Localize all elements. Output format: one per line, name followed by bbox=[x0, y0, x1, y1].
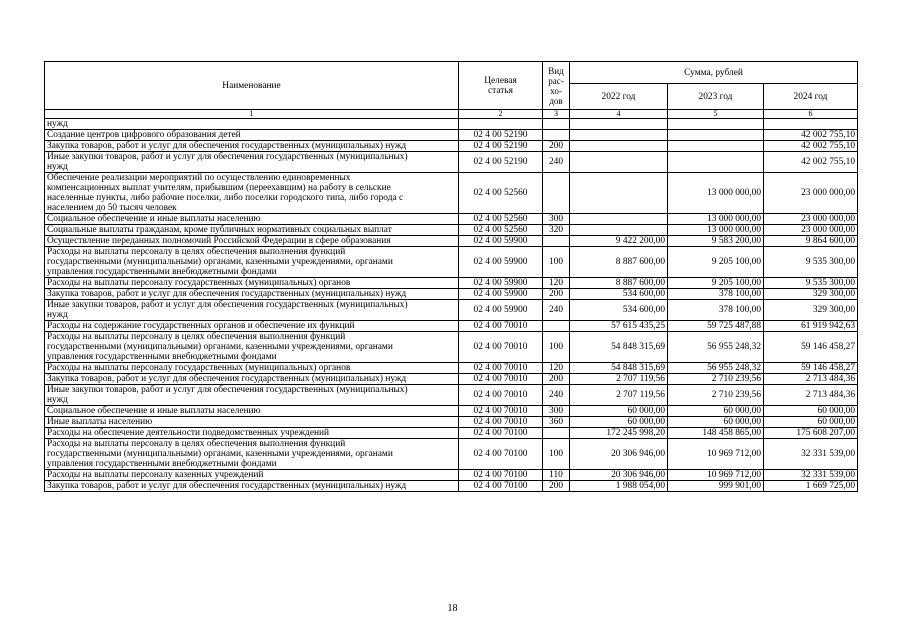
amount-2023-cell: 13 000 000,00 bbox=[668, 173, 764, 214]
amount-2023-cell: 10 969 712,00 bbox=[668, 470, 764, 481]
table-row bbox=[45, 332, 858, 363]
column-number: 2 bbox=[459, 110, 543, 119]
table-row bbox=[45, 417, 858, 428]
column-number: 5 bbox=[668, 110, 764, 119]
target-article-cell: 02 4 00 70010 bbox=[459, 374, 543, 385]
column-number-row bbox=[45, 110, 858, 119]
amount-2022-cell bbox=[570, 119, 668, 130]
row-name-cell: Социальное обеспечение и иные выплаты населению bbox=[45, 214, 459, 225]
expense-type-cell bbox=[543, 236, 570, 247]
amount-2022-cell bbox=[570, 141, 668, 152]
target-article-cell: 02 4 00 70100 bbox=[459, 470, 543, 481]
page-number: 18 bbox=[447, 603, 458, 614]
row-name-cell: Расходы на выплаты персоналу в целях обеспечения выполнения функций государственными (муниципальными) органами, казенными учреждениями, органами управления государственными внебюджетными фондами bbox=[45, 439, 459, 470]
amount-2024-cell: 2 713 484,36 bbox=[764, 385, 858, 406]
amount-2022-cell: 172 245 998,20 bbox=[570, 428, 668, 439]
amount-2024-cell: 175 608 207,00 bbox=[764, 428, 858, 439]
row-name-cell: Закупка товаров, работ и услуг для обеспечения государственных (муниципальных) нужд bbox=[45, 289, 459, 300]
expense-type-cell: 360 bbox=[543, 417, 570, 428]
target-article-cell: 02 4 00 52560 bbox=[459, 225, 543, 236]
amount-2024-cell: 9 535 300,00 bbox=[764, 278, 858, 289]
expense-type-cell: 320 bbox=[543, 225, 570, 236]
target-article-cell: 02 4 00 70100 bbox=[459, 439, 543, 470]
column-number: 3 bbox=[543, 110, 570, 119]
table-row bbox=[45, 385, 858, 406]
table-row bbox=[45, 321, 858, 332]
amount-2023-cell: 378 100,00 bbox=[668, 300, 764, 321]
table-row bbox=[45, 225, 858, 236]
amount-2024-cell: 9 535 300,00 bbox=[764, 247, 858, 278]
amount-2024-cell: 32 331 539,00 bbox=[764, 439, 858, 470]
target-article-cell: 02 4 00 59900 bbox=[459, 300, 543, 321]
table-row bbox=[45, 247, 858, 278]
target-article-cell: 02 4 00 70010 bbox=[459, 321, 543, 332]
expense-type-cell: 120 bbox=[543, 278, 570, 289]
table-row bbox=[45, 470, 858, 481]
amount-2024-cell: 61 919 942,63 bbox=[764, 321, 858, 332]
expense-type-cell bbox=[543, 428, 570, 439]
amount-2023-cell: 378 100,00 bbox=[668, 289, 764, 300]
amount-2022-cell bbox=[570, 130, 668, 141]
amount-2023-cell bbox=[668, 130, 764, 141]
expense-type-cell bbox=[543, 119, 570, 130]
amount-2022-cell: 54 848 315,69 bbox=[570, 363, 668, 374]
table-row bbox=[45, 428, 858, 439]
table-row bbox=[45, 130, 858, 141]
amount-2023-cell: 9 205 100,00 bbox=[668, 278, 764, 289]
table-row bbox=[45, 214, 858, 225]
expense-type-cell: 120 bbox=[543, 363, 570, 374]
expense-type-cell: 240 bbox=[543, 385, 570, 406]
expense-type-cell: 240 bbox=[543, 300, 570, 321]
amount-2024-cell bbox=[764, 119, 858, 130]
target-article-cell: 02 4 00 70010 bbox=[459, 332, 543, 363]
table-row bbox=[45, 152, 858, 173]
amount-2023-cell: 148 458 865,00 bbox=[668, 428, 764, 439]
row-name-cell: Расходы на обеспечение деятельности подведомственных учреждений bbox=[45, 428, 459, 439]
header-target-article: Целевая статья bbox=[459, 62, 543, 110]
expense-type-cell: 100 bbox=[543, 247, 570, 278]
amount-2023-cell: 999 901,00 bbox=[668, 481, 764, 492]
target-article-cell: 02 4 00 70100 bbox=[459, 428, 543, 439]
expense-type-cell: 100 bbox=[543, 439, 570, 470]
amount-2024-cell: 329 300,00 bbox=[764, 300, 858, 321]
amount-2024-cell: 2 713 484,36 bbox=[764, 374, 858, 385]
amount-2022-cell: 60 000,00 bbox=[570, 417, 668, 428]
amount-2024-cell: 9 864 600,00 bbox=[764, 236, 858, 247]
amount-2024-cell: 60 000,00 bbox=[764, 406, 858, 417]
target-article-cell: 02 4 00 59900 bbox=[459, 278, 543, 289]
amount-2022-cell: 8 887 600,00 bbox=[570, 278, 668, 289]
amount-2024-cell: 59 146 458,27 bbox=[764, 332, 858, 363]
amount-2023-cell: 60 000,00 bbox=[668, 417, 764, 428]
header-year-2024: 2024 год bbox=[764, 84, 858, 110]
amount-2023-cell: 56 955 248,32 bbox=[668, 363, 764, 374]
row-name-cell: Иные выплаты населению bbox=[45, 417, 459, 428]
target-article-cell: 02 4 00 70100 bbox=[459, 481, 543, 492]
table-body bbox=[45, 119, 858, 492]
amount-2023-cell bbox=[668, 119, 764, 130]
amount-2024-cell: 23 000 000,00 bbox=[764, 173, 858, 214]
amount-2022-cell bbox=[570, 152, 668, 173]
amount-2024-cell: 42 002 755,10 bbox=[764, 141, 858, 152]
amount-2023-cell: 2 710 239,56 bbox=[668, 374, 764, 385]
amount-2024-cell: 42 002 755,10 bbox=[764, 152, 858, 173]
target-article-cell: 02 4 00 70010 bbox=[459, 385, 543, 406]
row-name-cell: Закупка товаров, работ и услуг для обеспечения государственных (муниципальных) нужд bbox=[45, 481, 459, 492]
row-name-cell: Расходы на выплаты персоналу в целях обеспечения выполнения функций государственными (муниципальными) органами, казенными учреждениями, органами управления государственными внебюджетными фондами bbox=[45, 332, 459, 363]
row-name-cell: Иные закупки товаров, работ и услуг для обеспечения государственных (муниципальных) нужд bbox=[45, 385, 459, 406]
target-article-cell: 02 4 00 70010 bbox=[459, 406, 543, 417]
amount-2022-cell: 9 422 200,00 bbox=[570, 236, 668, 247]
target-article-cell: 02 4 00 59900 bbox=[459, 289, 543, 300]
amount-2023-cell: 10 969 712,00 bbox=[668, 439, 764, 470]
column-number: 1 bbox=[45, 110, 459, 119]
table-row bbox=[45, 278, 858, 289]
row-name-cell: Расходы на выплаты персоналу государственных (муниципальных) органов bbox=[45, 363, 459, 374]
expense-type-cell bbox=[543, 173, 570, 214]
expense-type-cell: 200 bbox=[543, 141, 570, 152]
amount-2022-cell: 2 707 119,56 bbox=[570, 385, 668, 406]
amount-2024-cell: 23 000 000,00 bbox=[764, 225, 858, 236]
row-name-cell: нужд bbox=[45, 119, 459, 130]
header-year-2022: 2022 год bbox=[570, 84, 668, 110]
target-article-cell: 02 4 00 52190 bbox=[459, 141, 543, 152]
expense-type-cell: 110 bbox=[543, 470, 570, 481]
amount-2023-cell: 2 710 239,56 bbox=[668, 385, 764, 406]
table-row bbox=[45, 439, 858, 470]
amount-2022-cell: 534 600,00 bbox=[570, 289, 668, 300]
amount-2022-cell: 534 600,00 bbox=[570, 300, 668, 321]
row-name-cell: Создание центров цифрового образования детей bbox=[45, 130, 459, 141]
row-name-cell: Социальное обеспечение и иные выплаты населению bbox=[45, 406, 459, 417]
row-name-cell: Расходы на содержание государственных органов и обеспечение их функций bbox=[45, 321, 459, 332]
row-name-cell: Расходы на выплаты персоналу в целях обеспечения выполнения функций государственными (муниципальными) органами, казенными учреждениями, органами управления государственными внебюджетными фондами bbox=[45, 247, 459, 278]
target-article-cell: 02 4 00 70010 bbox=[459, 363, 543, 374]
table-row bbox=[45, 406, 858, 417]
row-name-cell: Расходы на выплаты персоналу государственных (муниципальных) органов bbox=[45, 278, 459, 289]
table-header bbox=[45, 62, 858, 119]
amount-2022-cell: 54 848 315,69 bbox=[570, 332, 668, 363]
amount-2023-cell: 59 725 487,88 bbox=[668, 321, 764, 332]
table-row bbox=[45, 119, 858, 130]
target-article-cell: 02 4 00 52560 bbox=[459, 173, 543, 214]
row-name-cell: Социальные выплаты гражданам, кроме публичных нормативных социальных выплат bbox=[45, 225, 459, 236]
target-article-cell: 02 4 00 52190 bbox=[459, 130, 543, 141]
expense-type-cell: 200 bbox=[543, 289, 570, 300]
amount-2024-cell: 1 669 725,00 bbox=[764, 481, 858, 492]
amount-2022-cell: 1 988 054,00 bbox=[570, 481, 668, 492]
amount-2024-cell: 329 300,00 bbox=[764, 289, 858, 300]
row-name-cell: Закупка товаров, работ и услуг для обеспечения государственных (муниципальных) нужд bbox=[45, 141, 459, 152]
amount-2023-cell: 9 205 100,00 bbox=[668, 247, 764, 278]
expense-type-cell: 300 bbox=[543, 214, 570, 225]
amount-2022-cell bbox=[570, 225, 668, 236]
target-article-cell: 02 4 00 59900 bbox=[459, 236, 543, 247]
column-number: 4 bbox=[570, 110, 668, 119]
header-sum: Сумма, рублей bbox=[570, 62, 858, 84]
amount-2022-cell: 20 306 946,00 bbox=[570, 439, 668, 470]
column-number: 6 bbox=[764, 110, 858, 119]
expense-type-cell bbox=[543, 321, 570, 332]
row-name-cell: Иные закупки товаров, работ и услуг для обеспечения государственных (муниципальных) нужд bbox=[45, 152, 459, 173]
amount-2023-cell: 13 000 000,00 bbox=[668, 225, 764, 236]
table-row bbox=[45, 236, 858, 247]
table-row bbox=[45, 141, 858, 152]
target-article-cell: 02 4 00 52560 bbox=[459, 214, 543, 225]
target-article-cell: 02 4 00 70010 bbox=[459, 417, 543, 428]
amount-2022-cell bbox=[570, 173, 668, 214]
table-row bbox=[45, 289, 858, 300]
table-row bbox=[45, 300, 858, 321]
amount-2022-cell: 20 306 946,00 bbox=[570, 470, 668, 481]
expense-type-cell: 200 bbox=[543, 481, 570, 492]
header-expense-type: Вид рас- хо- дов bbox=[543, 62, 570, 110]
expense-type-cell: 240 bbox=[543, 152, 570, 173]
amount-2022-cell: 2 707 119,56 bbox=[570, 374, 668, 385]
table-row bbox=[45, 363, 858, 374]
amount-2023-cell: 13 000 000,00 bbox=[668, 214, 764, 225]
row-name-cell: Обеспечение реализации мероприятий по осуществлению единовременных компенсационных выплат учителям, прибывшим (переехавшим) на работу в сельские населенные пункты, либо рабочие поселки, либо поселки городского типа, либо города с населением до 50 тысяч человек bbox=[45, 173, 459, 214]
amount-2023-cell: 60 000,00 bbox=[668, 406, 764, 417]
table-row bbox=[45, 481, 858, 492]
amount-2023-cell: 9 583 200,00 bbox=[668, 236, 764, 247]
target-article-cell bbox=[459, 119, 543, 130]
header-year-2023: 2023 год bbox=[668, 84, 764, 110]
amount-2023-cell bbox=[668, 141, 764, 152]
target-article-cell: 02 4 00 59900 bbox=[459, 247, 543, 278]
amount-2024-cell: 32 331 539,00 bbox=[764, 470, 858, 481]
table-row bbox=[45, 374, 858, 385]
expense-type-cell: 300 bbox=[543, 406, 570, 417]
amount-2022-cell: 57 615 435,25 bbox=[570, 321, 668, 332]
amount-2022-cell: 8 887 600,00 bbox=[570, 247, 668, 278]
amount-2024-cell: 60 000,00 bbox=[764, 417, 858, 428]
expense-type-cell: 100 bbox=[543, 332, 570, 363]
row-name-cell: Расходы на выплаты персоналу казенных учреждений bbox=[45, 470, 459, 481]
amount-2024-cell: 42 002 755,10 bbox=[764, 130, 858, 141]
target-article-cell: 02 4 00 52190 bbox=[459, 152, 543, 173]
table-row bbox=[45, 173, 858, 214]
row-name-cell: Осуществление переданных полномочий Российской Федерации в сфере образования bbox=[45, 236, 459, 247]
expense-type-cell: 200 bbox=[543, 374, 570, 385]
amount-2024-cell: 59 146 458,27 bbox=[764, 363, 858, 374]
row-name-cell: Иные закупки товаров, работ и услуг для обеспечения государственных (муниципальных) нужд bbox=[45, 300, 459, 321]
amount-2024-cell: 23 000 000,00 bbox=[764, 214, 858, 225]
amount-2022-cell: 60 000,00 bbox=[570, 406, 668, 417]
header-name: Наименование bbox=[45, 62, 459, 110]
expense-type-cell bbox=[543, 130, 570, 141]
amount-2023-cell bbox=[668, 152, 764, 173]
row-name-cell: Закупка товаров, работ и услуг для обеспечения государственных (муниципальных) нужд bbox=[45, 374, 459, 385]
budget-table bbox=[44, 61, 858, 492]
amount-2022-cell bbox=[570, 214, 668, 225]
amount-2023-cell: 56 955 248,32 bbox=[668, 332, 764, 363]
